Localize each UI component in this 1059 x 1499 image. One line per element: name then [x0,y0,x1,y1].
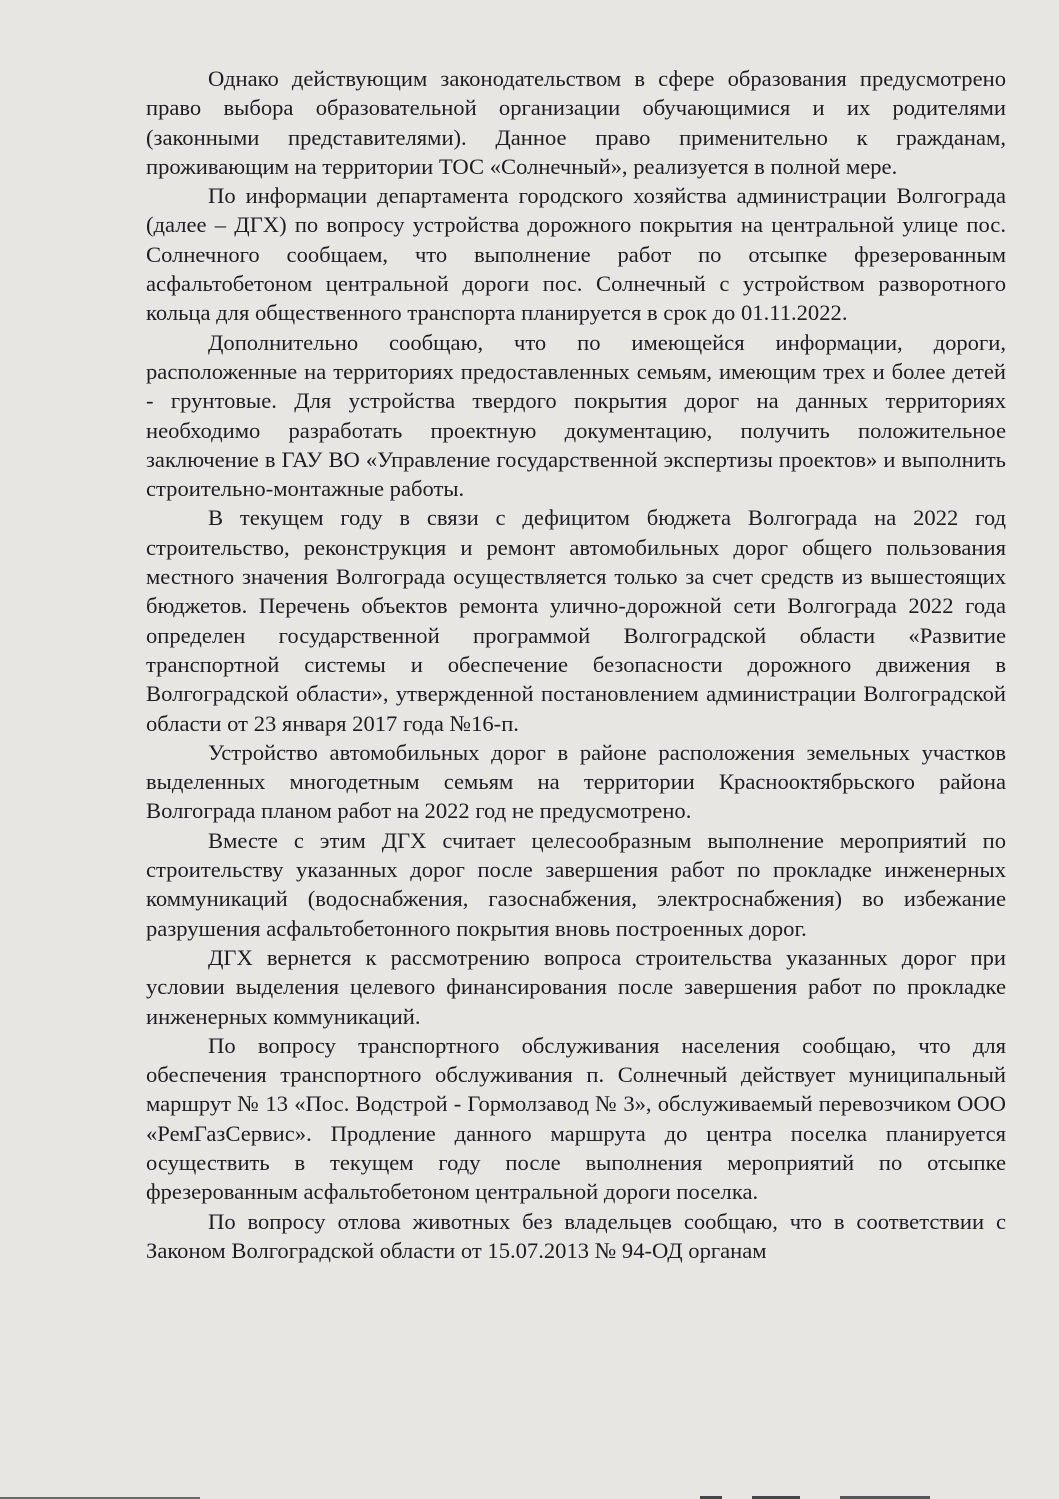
paragraph-return-to-issue: ДГХ вернется к рассмотрению вопроса строительства указанных дорог при условии выделения целевого финансирования после завершения работ по прокладке инженерных коммуникаций. [146,944,1006,1029]
paragraph-utilities-first: Вместе с этим ДГХ считает целесообразным выполнение мероприятий по строительству указанных дорог после завершения работ по прокладке инженерных коммуникаций (водоснабжения, газоснабжения, электроснабжения) во избежание разрушения асфальтобетонного покрытия вновь построенных дорог. [146,827,1006,941]
paragraph-road-surface: По информации департамента городского хозяйства администрации Волгограда (далее – ДГХ) по вопросу устройства дорожного покрытия на центральной улице пос. Солнечного сообщаем, что выполнение работ по отсыпке фрезерованным асфальтобетоном центральной дороги пос. Солнечный с устройством разворотного кольца для общественного транспорта планируется в срок до 01.11.2022. [146,183,1006,326]
letter-body [146,64,1006,1265]
paragraph-school-choice: Однако действующим законодательством в сфере образования предусмотрено право выбора образовательной организации обучающимися и их родителями (законными представителями). Данное право применительно к гражданам, проживающим на территории ТОС «Солнечный», реализуется в полной мере. [146,66,1006,179]
paragraph-budget-deficit: В текущем году в связи с дефицитом бюджета Волгограда на 2022 год строительство, реконструкция и ремонт автомобильных дорог общего пользования местного значения Волгограда осуществляется только за счет средств из вышестоящих бюджетов. Перечень объектов ремонта улично-дорожной сети Волгограда 2022 года определен государственной программой Волгоградской области «Развитие транспортной системы и обеспечение безопасности дорожного движения в Волгоградской области», утвержденной постановлением администрации Волгоградской области от 23 января 2017 года №16-п. [146,505,1006,736]
paragraph-dirt-roads: Дополнительно сообщаю, что по имеющейся информации, дороги, расположенные на территориях предоставленных семьям, имеющим трех и более детей - грунтовые. Для устройства твердого покрытия дорог на данных территориях необходимо разработать проектную документацию, получить положительное заключение в ГАУ ВО «Управление государственной экспертизы проектов» и выполнить строительно-монтажные работы. [146,329,1006,502]
paragraph-animal-capture: По вопросу отлова животных без владельцев сообщаю, что в соответствии с Законом Волгоградской области от 15.07.2013 № 94-ОД органам [146,1208,1006,1263]
paragraph-not-planned: Устройство автомобильных дорог в районе расположения земельных участков выделенных многодетным семьям на территории Краснооктябрьского района Волгограда планом работ на 2022 год не предусмотрено. [146,739,1006,824]
paragraph-transport-route: По вопросу транспортного обслуживания населения сообщаю, что для обеспечения транспортного обслуживания п. Солнечный действует муниципальный маршрут № 13 «Пос. Водстрой - Гормолзавод № 3», обслуживаемый перевозчиком ООО «РемГазСервис». Продление данного маршрута до центра поселка планируется осуществить в текущем году после выполнения мероприятий по отсыпке фрезерованным асфальтобетоном центральной дороги поселка. [146,1032,1006,1205]
